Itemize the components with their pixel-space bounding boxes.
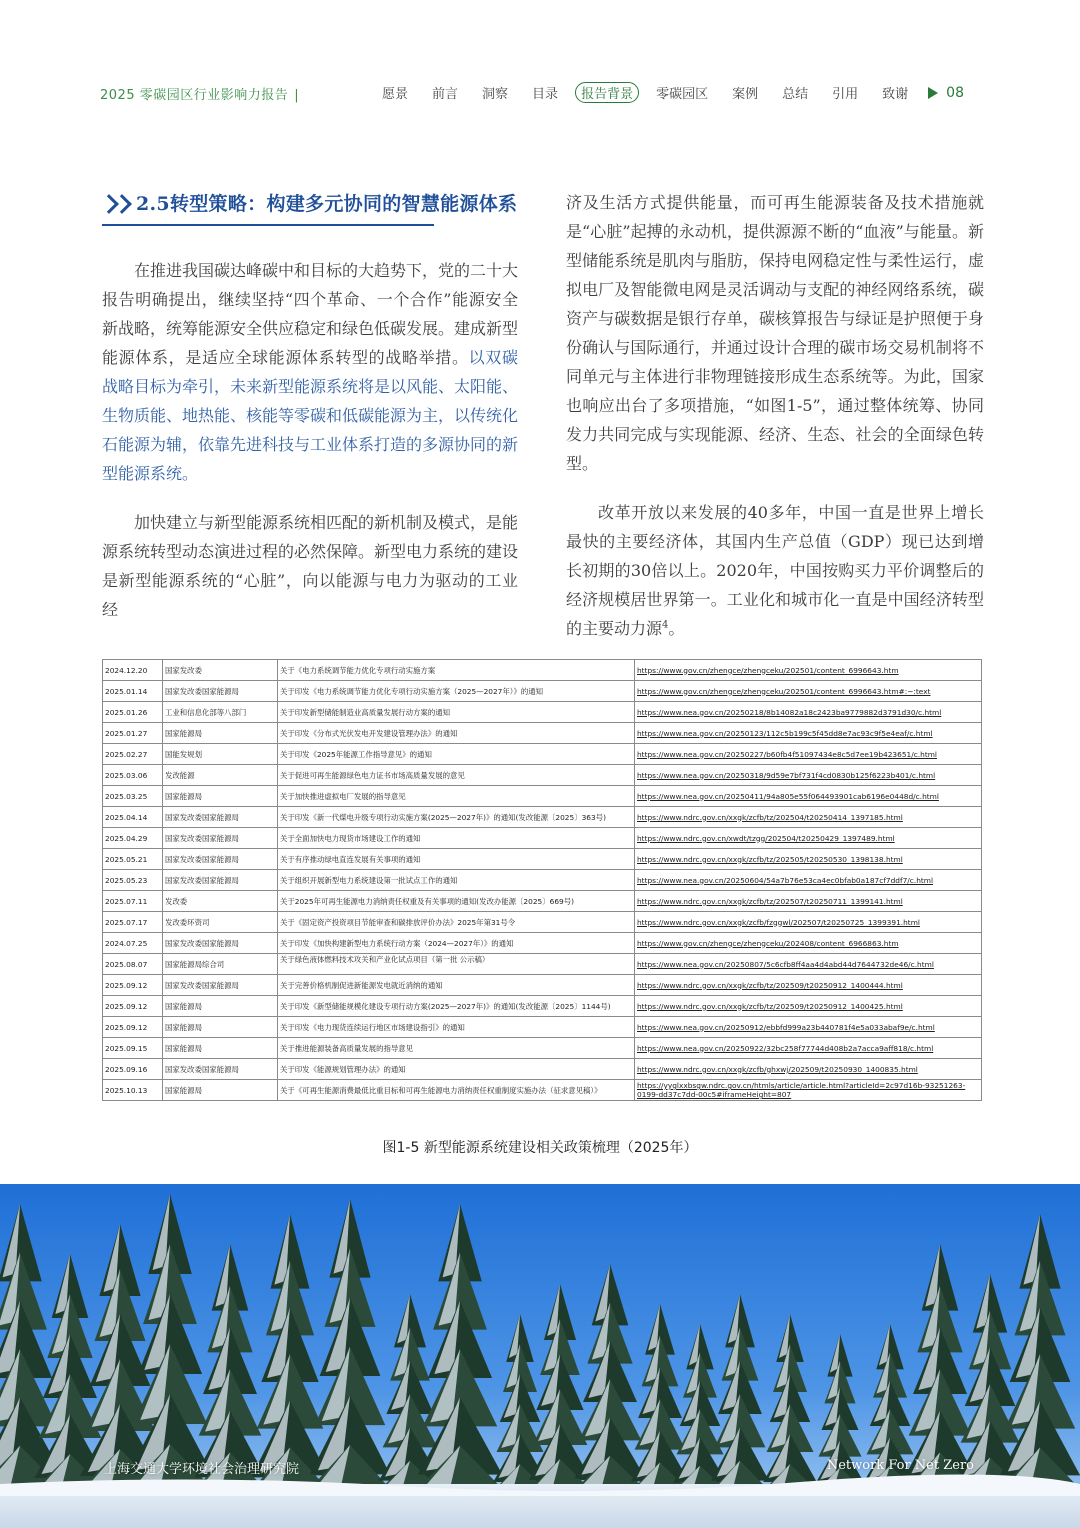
- policy-title-cell: 关于印发《电力现货连续运行地区市场建设指引》的通知: [278, 1017, 635, 1038]
- policy-title-cell: 关于印发《加快构建新型电力系统行动方案（2024—2027年）》的通知: [278, 933, 635, 954]
- issuer-cell: 发改委环资司: [163, 912, 278, 933]
- issuer-cell: 工业和信息化部等八部门: [163, 702, 278, 723]
- date-cell: 2025.04.29: [103, 828, 163, 849]
- date-cell: 2025.01.27: [103, 723, 163, 744]
- issuer-cell: 国家发改委国家能源局: [163, 849, 278, 870]
- table-row: [103, 744, 982, 765]
- section-heading: [102, 188, 518, 220]
- table-row: [103, 933, 982, 954]
- policy-title-cell: 关于印发《能源规划管理办法》的通知: [278, 1059, 635, 1080]
- policy-title-cell: 关于印发《新型储能规模化建设专项行动方案(2025—2027年)》的通知(发改能源〔2025〕1144号): [278, 996, 635, 1017]
- nav-item-acknowledgements[interactable]: 致谢: [882, 87, 909, 102]
- table-row: [103, 681, 982, 702]
- table-row: [103, 723, 982, 744]
- policy-title-cell: 关于加快推进虚拟电厂发展的指导意见: [278, 786, 635, 807]
- policy-title-cell: 关于推进能源装备高质量发展的指导意见: [278, 1038, 635, 1059]
- table-row: [103, 807, 982, 828]
- date-cell: 2025.01.14: [103, 681, 163, 702]
- url-cell[interactable]: https://www.gov.cn/zhengce/zhengceku/202501/content_6996643.htm#:~:text: [635, 681, 982, 702]
- issuer-cell: 国家能源局: [163, 786, 278, 807]
- url-cell[interactable]: https://www.nea.gov.cn/20250604/54a7b76e53ca4ec0bfab0a187cf7ddf7/c.html: [635, 870, 982, 891]
- date-cell: 2025.08.07: [103, 954, 163, 975]
- issuer-cell: 国家能源局综合司: [163, 954, 278, 975]
- table-row: [103, 702, 982, 723]
- issuer-cell: 国能发规划: [163, 744, 278, 765]
- date-cell: 2025.01.26: [103, 702, 163, 723]
- left-paragraph-1-highlight: 以双碳战略目标为牵引，未来新型能源系统将是以风能、太阳能、生物质能、地热能、核能等零碳和低碳能源为主，以传统化石能源为辅，依靠先进科技与工业体系打造的多源协同的新型能源系统。: [102, 348, 519, 483]
- url-cell[interactable]: https://www.nea.gov.cn/20250218/8b14082a18c2423ba9779882d3791d30/c.html: [635, 702, 982, 723]
- table-row: [103, 1038, 982, 1059]
- footnote-ref[interactable]: 4: [662, 619, 669, 631]
- report-title-text: 2025 零碳园区行业影响力报告: [100, 88, 289, 103]
- date-cell: 2025.09.12: [103, 975, 163, 996]
- issuer-cell: 发改委: [163, 891, 278, 912]
- table-row: [103, 660, 982, 681]
- left-column: [102, 188, 518, 644]
- footer-institute: 上海交通大学环境社会治理研究院: [104, 1462, 300, 1477]
- table-row: [103, 975, 982, 996]
- url-cell[interactable]: https://www.ndrc.gov.cn/xxgk/zcfb/ghxwj/202509/t20250930_1400835.html: [635, 1059, 982, 1080]
- table-row: [103, 954, 982, 975]
- left-paragraph-2: 加快建立与新型能源系统相匹配的新机制及模式，是能源系统转型动态演进过程的必然保障。新型电力系统的建设是新型能源系统的“心脏”，向以能源与电力为驱动的工业经: [102, 513, 519, 619]
- right-paragraph-2-text: 改革开放以来发展的40多年，中国一直是世界上增长最快的主要经济体，其国内生产总值（GDP）现已达到增长初期的30倍以上。2020年，中国按购买力平价调整后的经济规模居世界第一。工业化和城市化一直是中国经济转型的主要动力源: [566, 503, 984, 638]
- right-column: [566, 188, 984, 663]
- policy-title-cell: 关于全面加快电力现货市场建设工作的通知: [278, 828, 635, 849]
- date-cell: 2025.09.12: [103, 1017, 163, 1038]
- url-cell[interactable]: https://www.nea.gov.cn/20250912/ebbfd999a23b440781f4e5a033abaf9e/c.html: [635, 1017, 982, 1038]
- title-separator: |: [294, 88, 300, 103]
- url-cell[interactable]: https://www.nea.gov.cn/20250922/32bc258f77744d408b2a7acca9aff818/c.html: [635, 1038, 982, 1059]
- url-cell[interactable]: https://www.ndrc.gov.cn/xxgk/zcfb/tz/202505/t20250530_1398138.html: [635, 849, 982, 870]
- table-row: [103, 765, 982, 786]
- policy-title-cell: 关于组织开展新型电力系统建设第一批试点工作的通知: [278, 870, 635, 891]
- url-cell[interactable]: https://yyglxxbsgw.ndrc.gov.cn/htmls/article/article.html?articleId=2c97d16b-93251263-0199-dd37c7dd-00c5#iframeHeight=807: [635, 1080, 982, 1101]
- issuer-cell: 国家发改委国家能源局: [163, 681, 278, 702]
- date-cell: 2025.09.15: [103, 1038, 163, 1059]
- date-cell: 2025.07.17: [103, 912, 163, 933]
- footer-network: Network For Net Zero: [826, 1458, 974, 1473]
- date-cell: 2024.07.25: [103, 933, 163, 954]
- heading-underline: [102, 224, 434, 226]
- right-paragraph-1: 济及生活方式提供能量，而可再生能源装备及技术措施就是“心脏”起搏的永动机，提供源源不断的“血液”与能量。新型储能系统是肌肉与脂肪，保持电网稳定性与柔性运行，虚拟电厂及智能微电网是灵活调动与支配的神经网络系统，碳资产与碳数据是银行存单，碳核算报告与绿证是护照便于身份确认与国际通行，并通过设计合理的碳市场交易机制将不同单元与主体进行非物理链接形成生态系统等。为此，国家也响应出台了多项措施，“如图1-5”，通过整体统筹、协同发力共同完成与实现能源、经济、生态、社会的全面绿色转型。: [566, 193, 984, 473]
- issuer-cell: 国家发改委国家能源局: [163, 975, 278, 996]
- policy-title-cell: 关于印发《2025年能源工作指导意见》的通知: [278, 744, 635, 765]
- right-paragraph-2-end: 。: [668, 619, 685, 638]
- url-cell[interactable]: https://www.ndrc.gov.cn/xwdt/tzgg/202504/t20250429_1397489.html: [635, 828, 982, 849]
- policy-title-cell: 关于有序推动绿电直连发展有关事项的通知: [278, 849, 635, 870]
- policy-title-cell: 关于《可再生能源消费最低比重目标和可再生能源电力消纳责任权重制度实施办法（征求意见稿）》: [278, 1080, 635, 1101]
- table-row: [103, 1080, 982, 1101]
- right-paragraph-2: [566, 498, 984, 643]
- policy-title-cell: 关于印发《分布式光伏发电开发建设管理办法》的通知: [278, 723, 635, 744]
- issuer-cell: 国家发改委国家能源局: [163, 1059, 278, 1080]
- date-cell: 2025.07.11: [103, 891, 163, 912]
- issuer-cell: 国家发改委国家能源局: [163, 870, 278, 891]
- table-row: [103, 1017, 982, 1038]
- url-cell[interactable]: https://www.ndrc.gov.cn/xxgk/zcfb/tz/202504/t20250414_1397185.html: [635, 807, 982, 828]
- left-paragraph-1: [102, 256, 518, 488]
- double-chevron-icon: [102, 197, 128, 211]
- date-cell: 2025.02.27: [103, 744, 163, 765]
- issuer-cell: 国家能源局: [163, 1080, 278, 1101]
- nav-item-references[interactable]: 引用: [832, 87, 859, 102]
- policy-title-cell: 关于完善价格机制促进新能源发电就近消纳的通知: [278, 975, 635, 996]
- date-cell: 2025.09.16: [103, 1059, 163, 1080]
- issuer-cell: 国家发改委国家能源局: [163, 933, 278, 954]
- date-cell: 2025.09.12: [103, 996, 163, 1017]
- table-row: [103, 786, 982, 807]
- nav-item-cases[interactable]: 案例: [732, 87, 759, 102]
- policy-title-cell: 关于促进可再生能源绿色电力证书市场高质量发展的意见: [278, 765, 635, 786]
- policy-title-cell: 关于印发《新一代煤电升级专项行动实施方案(2025—2027年)》的通知(发改能源〔2025〕363号): [278, 807, 635, 828]
- date-cell: 2025.10.13: [103, 1080, 163, 1101]
- table-row: [103, 912, 982, 933]
- page-header: [0, 78, 1080, 108]
- issuer-cell: 国家能源局: [163, 1038, 278, 1059]
- url-cell[interactable]: https://www.ndrc.gov.cn/xxgk/zcfb/tz/202509/t20250912_1400425.html: [635, 996, 982, 1017]
- table-row: [103, 870, 982, 891]
- policy-title-cell: 关于《固定资产投资项目节能审查和碳排放评价办法》2025年第31号令: [278, 912, 635, 933]
- page-number: 08: [946, 84, 964, 101]
- url-cell[interactable]: https://www.ndrc.gov.cn/xxgk/zcfb/tz/202509/t20250912_1400444.html: [635, 975, 982, 996]
- table-row: [103, 891, 982, 912]
- issuer-cell: 国家能源局: [163, 723, 278, 744]
- table-row: [103, 849, 982, 870]
- policy-title-cell: 关于印发新型储能制造业高质量发展行动方案的通知: [278, 702, 635, 723]
- section-title: 2.5转型策略：构建多元协同的智慧能源体系: [136, 192, 518, 215]
- left-paragraph-1-text: 在推进我国碳达峰碳中和目标的大趋势下，党的二十大报告明确提出，继续坚持“四个革命、一个合作”能源安全新战略，统筹能源安全供应稳定和绿色低碳发展。建成新型能源体系，是适应全球能源体系转型的战略举措。: [102, 261, 519, 367]
- date-cell: 2025.05.23: [103, 870, 163, 891]
- nav-item-contents[interactable]: 目录: [532, 87, 559, 102]
- play-arrow-icon: [928, 87, 938, 99]
- date-cell: 2025.04.14: [103, 807, 163, 828]
- url-cell[interactable]: https://www.nea.gov.cn/20250123/112c5b199c5f45dd8e7ac93c9f5e4eaf/c.html: [635, 723, 982, 744]
- date-cell: 2025.03.06: [103, 765, 163, 786]
- policy-table-body: [103, 660, 982, 1101]
- date-cell: 2024.12.20: [103, 660, 163, 681]
- date-cell: 2025.05.21: [103, 849, 163, 870]
- policy-title-cell: 关于2025年可再生能源电力消纳责任权重及有关事项的通知(发改办能源〔2025〕669号): [278, 891, 635, 912]
- url-cell[interactable]: https://www.ndrc.gov.cn/xxgk/zcfb/tz/202507/t20250711_1399141.html: [635, 891, 982, 912]
- issuer-cell: 国家能源局: [163, 1017, 278, 1038]
- top-nav: [382, 82, 964, 103]
- date-cell: 2025.03.25: [103, 786, 163, 807]
- nav-item-preface[interactable]: 前言: [432, 87, 459, 102]
- issuer-cell: 国家发改委: [163, 660, 278, 681]
- issuer-cell: 国家能源局: [163, 996, 278, 1017]
- url-cell[interactable]: https://www.ndrc.gov.cn/xxgk/zcfb/fzggwl/202507/t20250725_1399391.html: [635, 912, 982, 933]
- nav-item-insight[interactable]: 洞察: [482, 87, 509, 102]
- nav-item-zero-carbon-park[interactable]: 零碳园区: [656, 87, 709, 102]
- nav-item-vision[interactable]: 愿景: [382, 87, 409, 102]
- nav-item-summary[interactable]: 总结: [782, 87, 809, 102]
- report-title: [100, 84, 299, 103]
- policy-title-cell: 关于绿色液体燃料技术攻关和产业化试点项目（第一批 公示稿）: [278, 954, 635, 975]
- url-cell[interactable]: https://www.gov.cn/zhengce/zhengceku/202408/content_6966863.htm: [635, 933, 982, 954]
- figure-caption: 图1-5 新型能源系统建设相关政策梳理（2025年）: [382, 1140, 698, 1156]
- policy-title-cell: 关于《电力系统调节能力优化专项行动实施方案: [278, 660, 635, 681]
- table-row: [103, 1059, 982, 1080]
- table-row: [103, 828, 982, 849]
- url-cell[interactable]: https://www.nea.gov.cn/20250318/9d59e7bf731f4cd0830b125f6223b401/c.html: [635, 765, 982, 786]
- url-cell[interactable]: https://www.nea.gov.cn/20250411/94a805e55f064493901cab6196e0448d/c.html: [635, 786, 982, 807]
- url-cell[interactable]: https://www.nea.gov.cn/20250227/b60fb4f51097434e8c5d7ee19b423651/c.html: [635, 744, 982, 765]
- issuer-cell: 国家发改委国家能源局: [163, 807, 278, 828]
- url-cell[interactable]: https://www.gov.cn/zhengce/zhengceku/202501/content_6996643.htm: [635, 660, 982, 681]
- url-cell[interactable]: https://www.nea.gov.cn/20250807/5c6cfb8ff4aa4d4abd44d7644732de46/c.html: [635, 954, 982, 975]
- policy-table: [102, 659, 982, 1101]
- table-row: [103, 996, 982, 1017]
- issuer-cell: 发改能源: [163, 765, 278, 786]
- nav-item-report-background[interactable]: 报告背景: [575, 82, 639, 103]
- issuer-cell: 国家发改委国家能源局: [163, 828, 278, 849]
- policy-title-cell: 关于印发《电力系统调节能力优化专项行动实施方案（2025—2027年）》的通知: [278, 681, 635, 702]
